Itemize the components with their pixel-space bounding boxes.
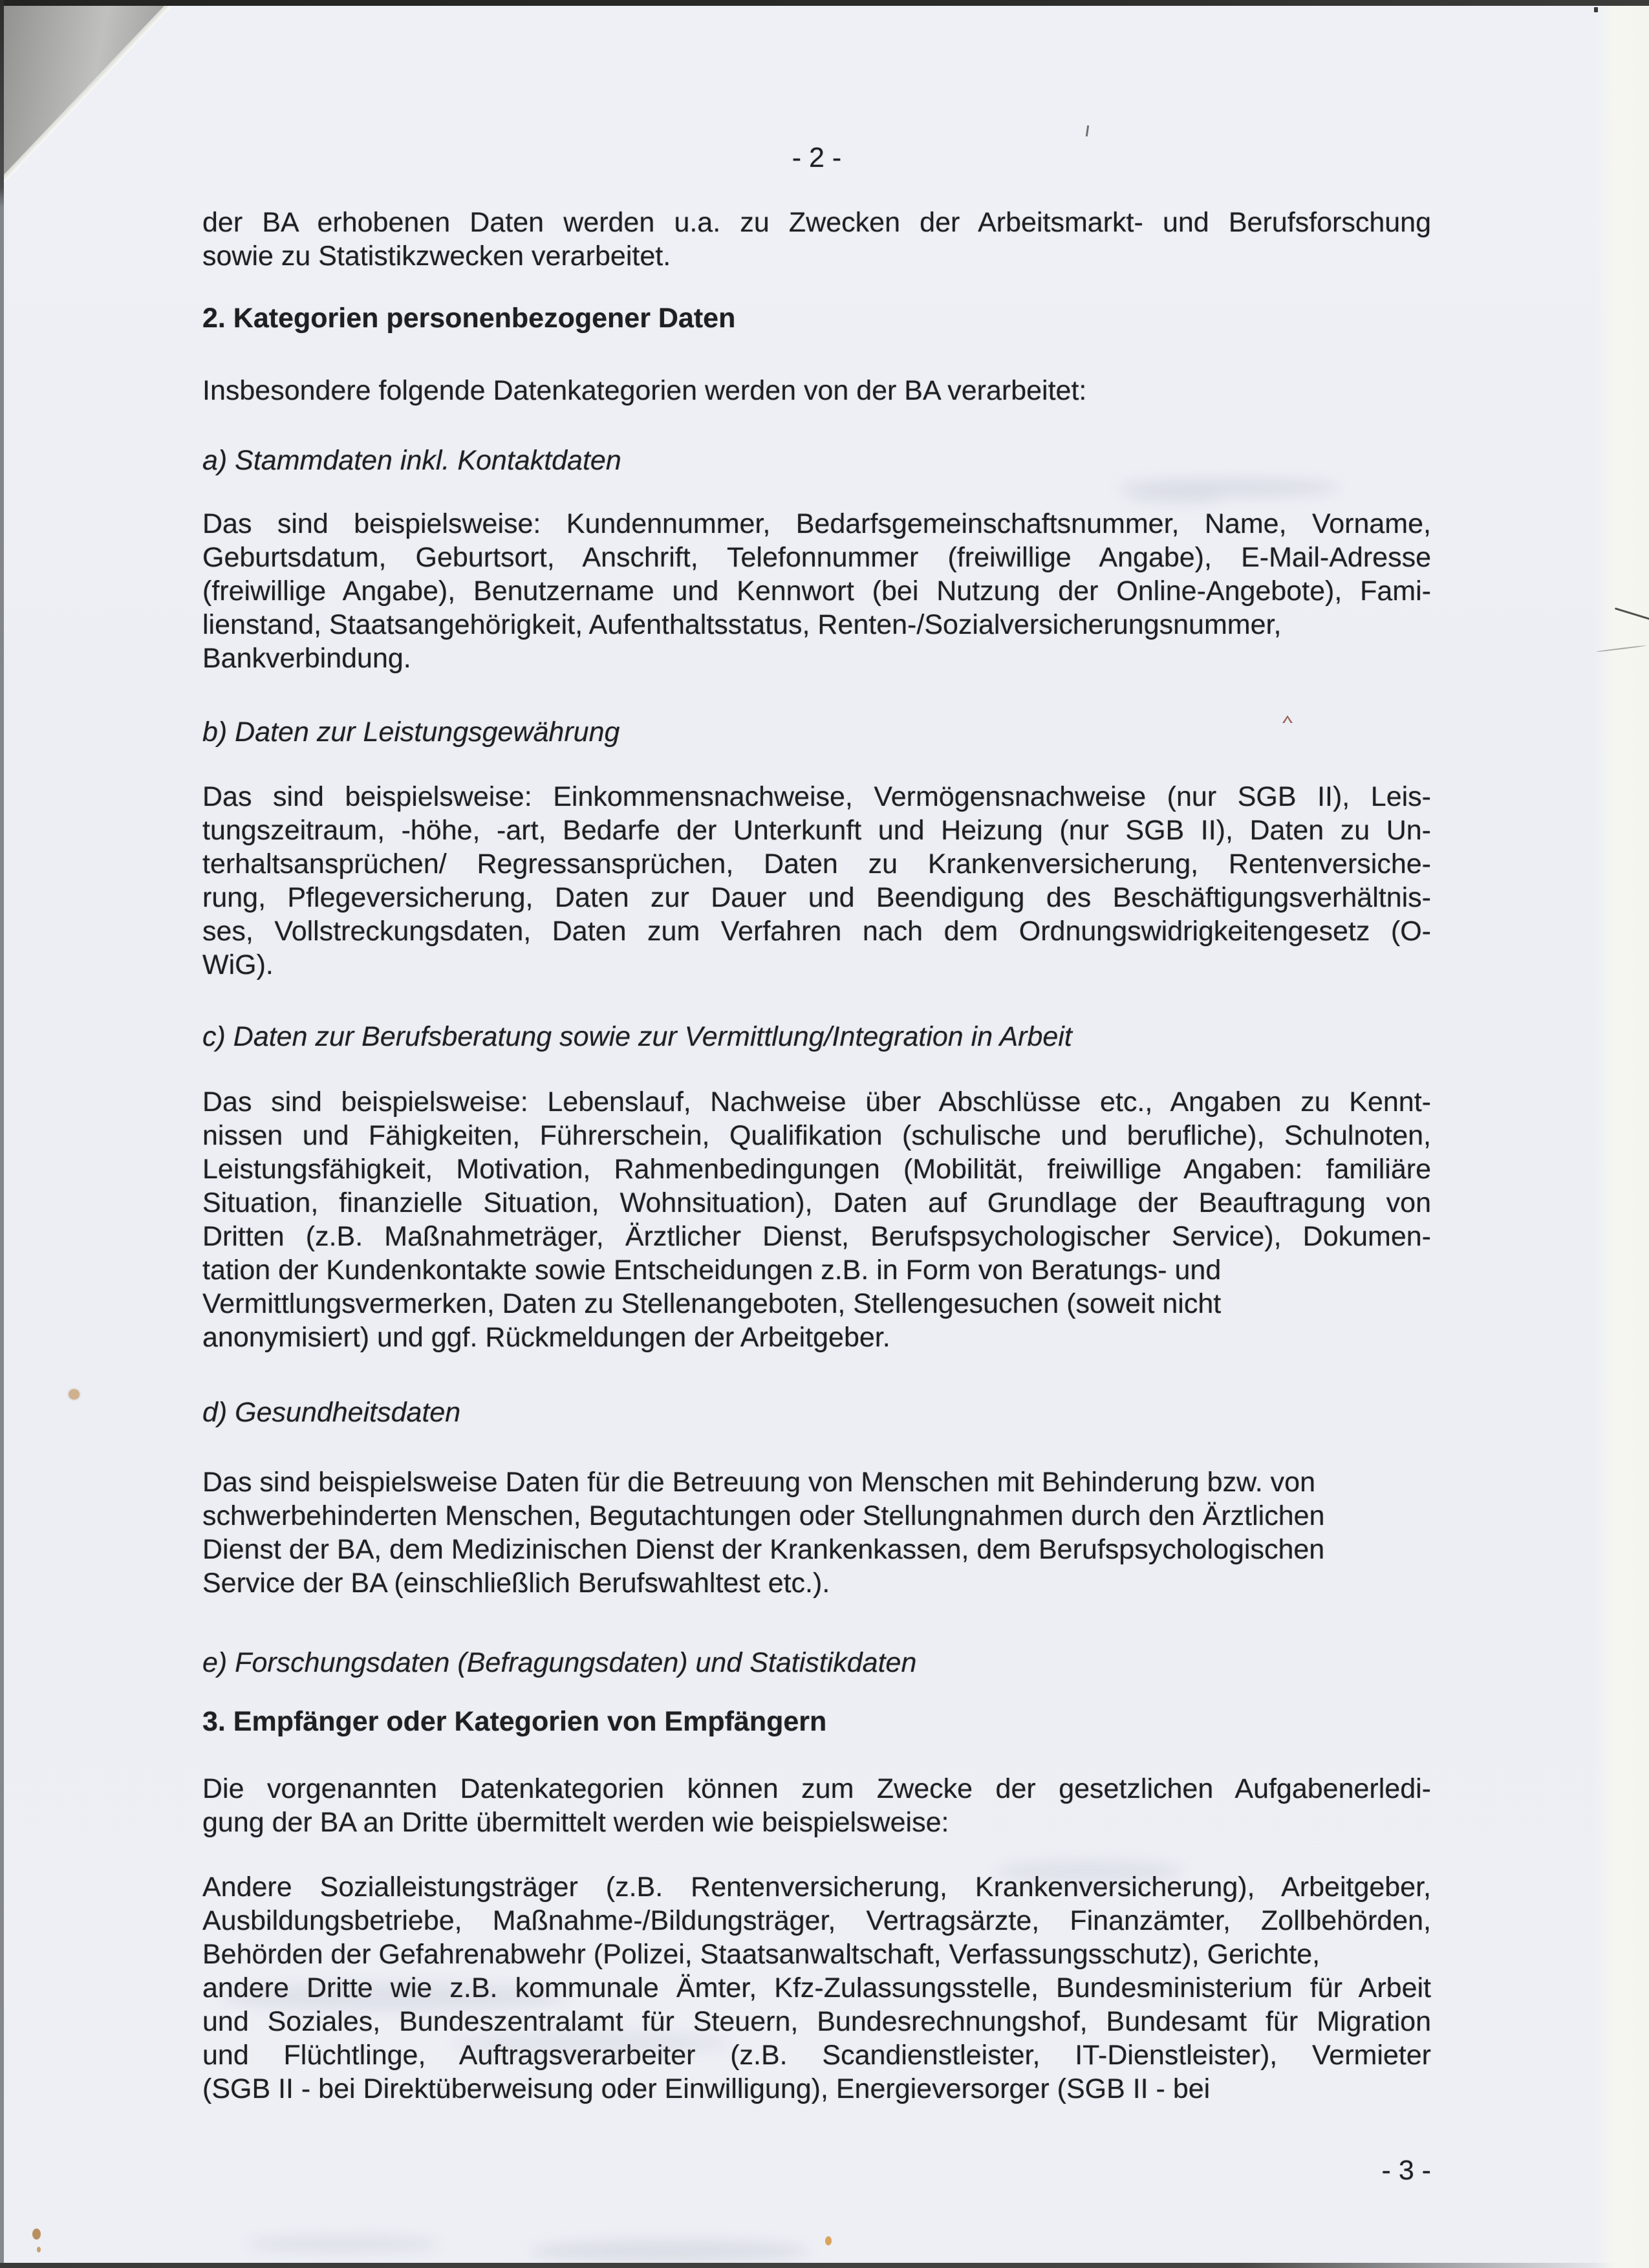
text-line: Vermittlungsvermerken, Daten zu Stellenangeboten, Stellengesuchen (soweit nicht [202,1288,1222,1319]
text-line: Leistungsfähigkeit, Motivation, Rahmenbedingungen (Mobilität, freiwillige Angaben: familiäre [202,1154,1431,1185]
text-line: Service der BA (einschließlich Berufswahltest etc.). [202,1568,830,1599]
text-line: ses, Vollstreckungsdaten, Daten zum Verfahren nach dem Ordnungswidrigkeitengesetz (O- [202,916,1431,947]
paper-speck [1594,7,1598,12]
category-a-paragraph [202,507,1431,675]
paper-speck [37,2247,41,2252]
text-line: gung der BA an Dritte übermittelt werden wie beispielsweise: [202,1807,949,1838]
paper-speck [32,2229,41,2240]
text-line: Behörden der Gefahrenabwehr (Polizei, Staatsanwaltschaft, Verfassungsschutz), Gerichte, [202,1939,1320,1970]
section-3-paragraph [202,1870,1431,2106]
category-d-paragraph [202,1465,1431,1600]
category-e-heading: e) Forschungsdaten (Befragungsdaten) und Statistikdaten [202,1647,917,1678]
scan-edge-bottom [0,2263,1649,2268]
text-line: Das sind beispielsweise Daten für die Betreuung von Menschen mit Behinderung bzw. von [202,1467,1315,1498]
text-line: (freiwillige Angabe), Benutzername und Kennwort (bei Nutzung der Online-Angebote), Fami- [202,576,1431,607]
text-line: (SGB II - bei Direktüberweisung oder Einwilligung), Energieversorger (SGB II - bei [202,2073,1211,2104]
paper-speck [69,1389,80,1399]
text-line: und Soziales, Bundeszentralamt für Steuern, Bundesrechnungshof, Bundesamt für Migration [202,2006,1431,2037]
scan-smudge [246,2235,440,2253]
section-3-intro [202,1772,1431,1839]
scan-edge-top [0,0,1649,6]
text-line: anonymisiert) und ggf. Rückmeldungen der Arbeitgeber. [202,1322,890,1353]
paper-speck [825,2236,832,2245]
text-line: Situation, finanzielle Situation, Wohnsituation), Daten auf Grundlage der Beauftragung von [202,1187,1431,1218]
section-3-heading: 3. Empfänger oder Kategorien von Empfängern [202,1706,827,1737]
text-line: schwerbehinderten Menschen, Begutachtungen oder Stellungnahmen durch den Ärztlichen [202,1500,1325,1531]
text-line: Das sind beispielsweise: Einkommensnachweise, Vermögensnachweise (nur SGB II), Leis- [202,781,1431,812]
text-line: sowie zu Statistikzwecken verarbeitet. [202,241,671,272]
category-d-heading: d) Gesundheitsdaten [202,1397,461,1428]
scan-edge-left [0,0,4,2268]
text-line: nissen und Fähigkeiten, Führerschein, Qualifikation (schulische und berufliche), Schulnoten, [202,1120,1431,1151]
scan-smudge [530,2240,808,2262]
text-line: Das sind beispielsweise: Kundennummer, Bedarfsgemeinschaftsnummer, Name, Vorname, [202,508,1431,539]
bottom-page-number: - 3 - [1381,2155,1431,2186]
category-b-paragraph [202,780,1431,982]
text-line: Dienst der BA, dem Medizinischen Dienst der Krankenkassen, dem Berufspsychologischen [202,1534,1325,1565]
text-line: der BA erhobenen Daten werden u.a. zu Zwecken der Arbeitsmarkt- und Berufsforschung [202,207,1431,238]
scan-smudge [1125,491,1222,504]
top-page-number: - 2 - [792,142,842,173]
text-line: rung, Pflegeversicherung, Daten zur Dauer und Beendigung des Beschäftigungsverhältnis- [202,882,1431,913]
paper-right-edge-strip [1595,0,1649,2268]
text-line: andere Dritte wie z.B. kommunale Ämter, Kfz-Zulassungsstelle, Bundesministerium für Arbeit [202,1972,1431,2003]
text-line: Geburtsdatum, Geburtsort, Anschrift, Telefonnummer (freiwillige Angabe), E-Mail-Adresse [202,542,1431,573]
text-line: tungszeitraum, -höhe, -art, Bedarfe der Unterkunft und Heizung (nur SGB II), Daten zu Un- [202,815,1431,846]
hairline-mark [1086,125,1089,136]
section-2-lead: Insbesondere folgende Datenkategorien werden von der BA verarbeitet: [202,375,1087,406]
text-line: WiG). [202,949,274,980]
text-line: Andere Sozialleistungsträger (z.B. Rentenversicherung, Krankenversicherung), Arbeitgeber, [202,1872,1431,1903]
text-line: Dritten (z.B. Maßnahmeträger, Ärztlicher Dienst, Berufspsychologischer Service), Dokumen- [202,1221,1431,1252]
category-a-heading: a) Stammdaten inkl. Kontaktdaten [202,445,621,476]
text-line: und Flüchtlinge, Auftragsverarbeiter (z.B. Scandienstleister, IT-Dienstleister), Vermieter [202,2040,1431,2071]
category-c-heading: c) Daten zur Berufsberatung sowie zur Vermittlung/Integration in Arbeit [202,1021,1072,1052]
text-line: Die vorgenannten Datenkategorien können zum Zwecke der gesetzlichen Aufgabenerledi- [202,1773,1431,1804]
text-line: terhaltsansprüchen/ Regressansprüchen, Daten zu Krankenversicherung, Rentenversiche- [202,848,1431,880]
text-line: lienstand, Staatsangehörigkeit, Aufenthaltsstatus, Renten-/Sozialversicherungsnummer, [202,609,1282,640]
intro-paragraph [202,206,1431,273]
category-c-paragraph [202,1085,1431,1354]
text-line: tation der Kundenkontakte sowie Entscheidungen z.B. in Form von Beratungs- und [202,1255,1222,1286]
text-line: Ausbildungsbetriebe, Maßnahme-/Bildungsträger, Vertragsärzte, Finanzämter, Zollbehörden, [202,1905,1431,1936]
text-line: Das sind beispielsweise: Lebenslauf, Nachweise über Abschlüsse etc., Angaben zu Kennt- [202,1086,1431,1118]
text-line: Bankverbindung. [202,643,411,674]
category-b-heading: b) Daten zur Leistungsgewährung [202,717,620,748]
section-2-heading: 2. Kategorien personenbezogener Daten [202,303,736,334]
